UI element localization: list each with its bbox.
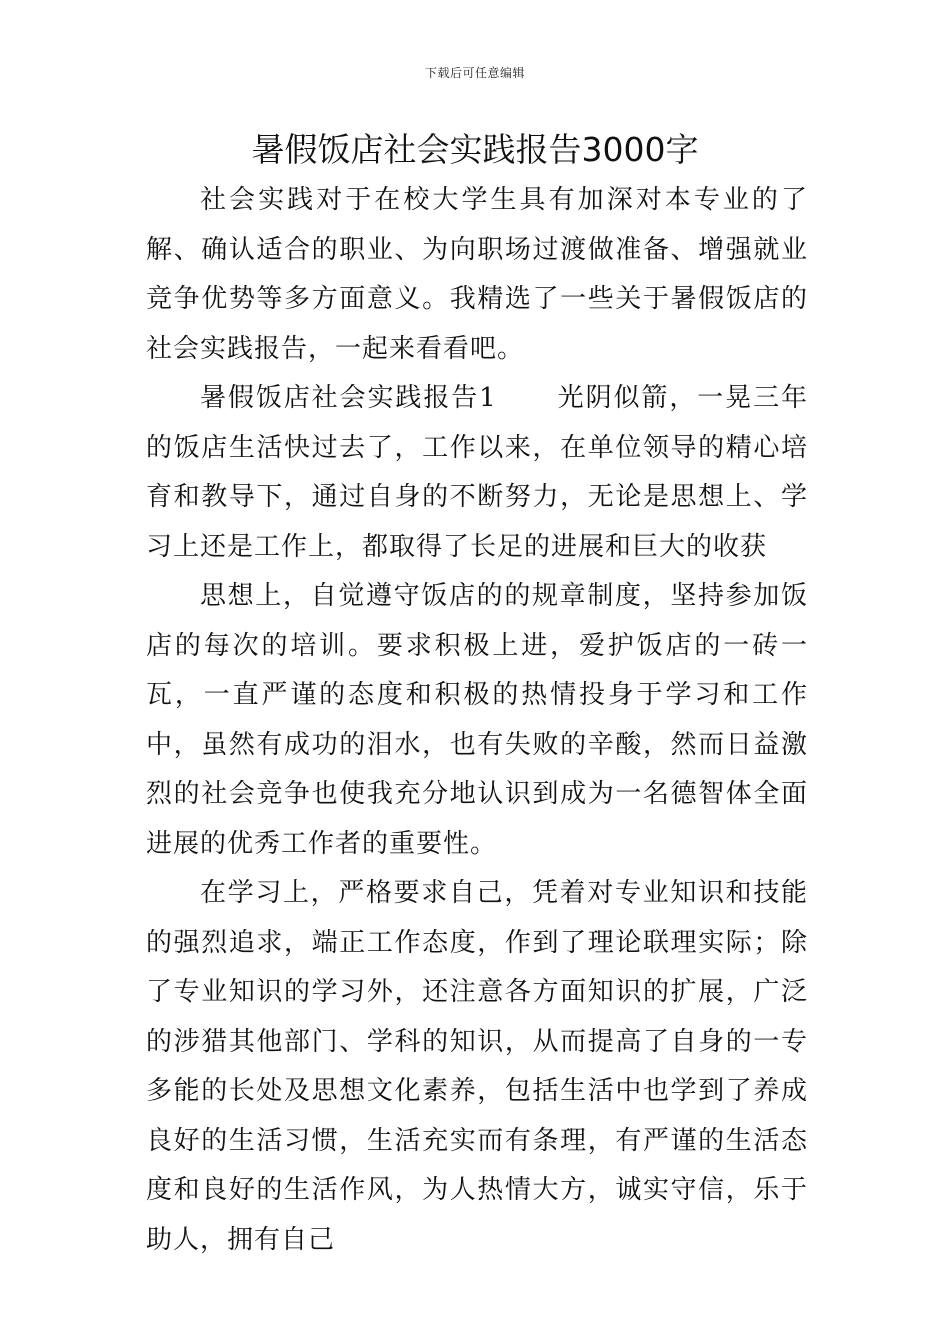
ideology-paragraph: 思想上，自觉遵守饭店的的规章制度，坚持参加饭店的每次的培训。要求积极上进，爱护饭店的一砖一瓦，一直严谨的态度和积极的热情投身于学习和工作中，虽然有成功的泪水，也有失败的辛酸，然而日益激烈的社会竞争也使我充分地认识到成为一名德智体全面进展的优秀工作者的重要性。	[146, 581, 808, 859]
document-title: 暑假饭店社会实践报告3000字	[251, 130, 699, 169]
intro-paragraph: 社会实践对于在校大学生具有加深对本专业的了解、确认适合的职业、为向职场过渡做准备、增强就业竞争优势等多方面意义。我精选了一些关于暑假饭店的社会实践报告，一起来看看吧。	[146, 185, 808, 364]
document-body	[146, 176, 808, 1265]
report-1-heading: 暑假饭店社会实践报告1	[200, 383, 497, 413]
report-1-paragraph	[146, 374, 808, 572]
header-note: 下载后可任意编辑	[424, 66, 525, 80]
report-1-text: 光阴似箭，一晃三年的饭店生活快过去了，工作以来，在单位领导的精心培育和教导下，通过自身的不断努力，无论是思想上、学习上还是工作上，都取得了长足的进展和巨大的收获	[146, 383, 808, 562]
study-paragraph: 在学习上，严格要求自己，凭着对专业知识和技能的强烈追求，端正工作态度，作到了理论联理实际；除了专业知识的学习外，还注意各方面知识的扩展，广泛的涉猎其他部门、学科的知识，从而提高了自身的一专多能的长处及思想文化素养，包括生活中也学到了养成良好的生活习惯，生活充实而有条理，有严谨的生活态度和良好的生活作风，为人热情大方，诚实守信，乐于助人，拥有自己	[146, 878, 808, 1255]
